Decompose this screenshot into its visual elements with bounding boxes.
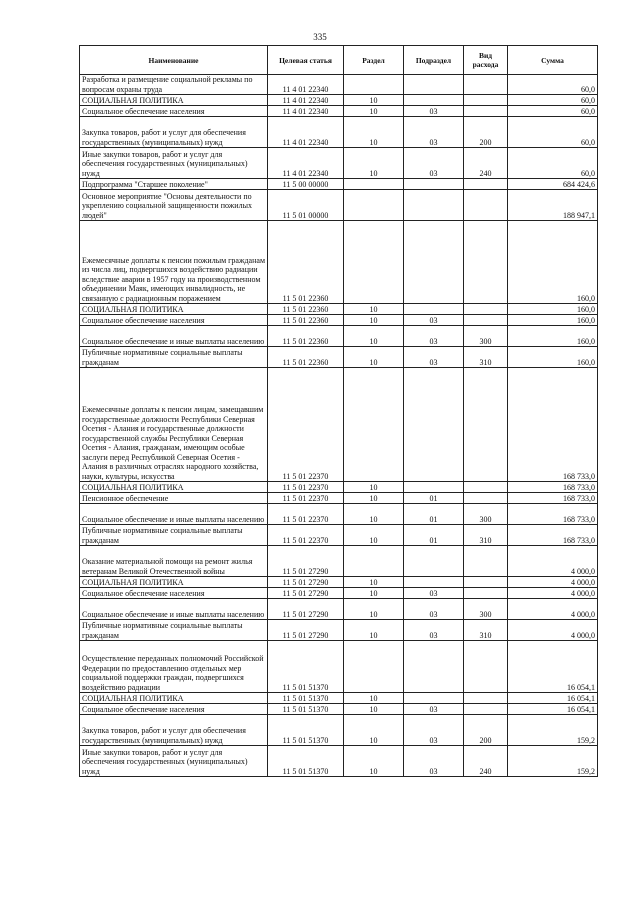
row-type — [464, 315, 508, 326]
table-row — [80, 75, 598, 95]
row-section: 10 — [344, 347, 404, 368]
row-type — [464, 482, 508, 493]
row-code: 11 5 01 51370 — [268, 693, 344, 704]
table-row — [80, 304, 598, 315]
row-subsection: 03 — [404, 620, 464, 641]
row-section: 10 — [344, 315, 404, 326]
row-code: 11 5 01 51370 — [268, 746, 344, 777]
row-sum: 159,2 — [508, 746, 598, 777]
row-type — [464, 588, 508, 599]
row-section: 10 — [344, 599, 404, 620]
row-type — [464, 106, 508, 117]
row-code: 11 5 01 27290 — [268, 620, 344, 641]
row-sum: 160,0 — [508, 315, 598, 326]
row-code: 11 5 01 22370 — [268, 493, 344, 504]
table-row — [80, 190, 598, 221]
row-type: 200 — [464, 715, 508, 746]
row-section: 10 — [344, 482, 404, 493]
table-row — [80, 599, 598, 620]
row-sum: 160,0 — [508, 221, 598, 304]
row-subsection — [404, 95, 464, 106]
table-row — [80, 148, 598, 179]
row-name: Иные закупки товаров, работ и услуг для обеспечения государственных (муниципальных) нужд — [80, 148, 268, 179]
row-type: 310 — [464, 525, 508, 546]
row-code: 11 4 01 22340 — [268, 75, 344, 95]
row-code: 11 5 01 27290 — [268, 577, 344, 588]
table-row — [80, 106, 598, 117]
row-name: Разработка и размещение социальной рекламы по вопросам охраны труда — [80, 75, 268, 95]
row-type — [464, 641, 508, 693]
row-section: 10 — [344, 525, 404, 546]
table-row — [80, 620, 598, 641]
row-subsection — [404, 221, 464, 304]
row-name: Социальное обеспечение населения — [80, 106, 268, 117]
row-sum: 168 733,0 — [508, 482, 598, 493]
row-section: 10 — [344, 504, 404, 525]
row-code: 11 5 01 22370 — [268, 504, 344, 525]
row-sum: 4 000,0 — [508, 599, 598, 620]
table-row — [80, 641, 598, 693]
row-subsection — [404, 482, 464, 493]
row-section — [344, 641, 404, 693]
row-section — [344, 368, 404, 482]
row-code: 11 5 01 51370 — [268, 715, 344, 746]
row-subsection: 01 — [404, 504, 464, 525]
row-sum: 684 424,6 — [508, 179, 598, 190]
row-type — [464, 493, 508, 504]
header-subsection: Подраздел — [404, 46, 464, 75]
row-name: СОЦИАЛЬНАЯ ПОЛИТИКА — [80, 693, 268, 704]
row-name: Пенсионное обеспечение — [80, 493, 268, 504]
row-subsection — [404, 75, 464, 95]
row-sum: 60,0 — [508, 95, 598, 106]
table-row — [80, 525, 598, 546]
row-name: СОЦИАЛЬНАЯ ПОЛИТИКА — [80, 95, 268, 106]
row-code: 11 5 01 27290 — [268, 599, 344, 620]
row-subsection — [404, 693, 464, 704]
row-code: 11 5 01 27290 — [268, 588, 344, 599]
row-type: 200 — [464, 117, 508, 148]
row-type — [464, 221, 508, 304]
row-code: 11 5 01 51370 — [268, 641, 344, 693]
table-row — [80, 704, 598, 715]
row-type — [464, 704, 508, 715]
row-section: 10 — [344, 304, 404, 315]
header-name: Наименование — [80, 46, 268, 75]
row-code: 11 4 01 22340 — [268, 106, 344, 117]
row-sum: 168 733,0 — [508, 525, 598, 546]
row-type — [464, 304, 508, 315]
row-name: Социальное обеспечение населения — [80, 704, 268, 715]
table-row — [80, 117, 598, 148]
row-sum: 188 947,1 — [508, 190, 598, 221]
row-name: Социальное обеспечение и иные выплаты населению — [80, 599, 268, 620]
row-name: Социальное обеспечение населения — [80, 588, 268, 599]
row-code: 11 5 01 22360 — [268, 221, 344, 304]
row-subsection: 01 — [404, 493, 464, 504]
row-sum: 160,0 — [508, 347, 598, 368]
table-row — [80, 482, 598, 493]
row-name: Основное мероприятие "Основы деятельности по укреплению социальной защищенности пожилых людей" — [80, 190, 268, 221]
row-sum: 4 000,0 — [508, 546, 598, 577]
row-sum: 4 000,0 — [508, 588, 598, 599]
row-subsection: 03 — [404, 347, 464, 368]
header-sum: Сумма — [508, 46, 598, 75]
row-section: 10 — [344, 148, 404, 179]
row-code: 11 5 01 27290 — [268, 546, 344, 577]
table-row — [80, 546, 598, 577]
row-code: 11 5 01 22370 — [268, 368, 344, 482]
row-type — [464, 368, 508, 482]
row-section — [344, 546, 404, 577]
header-row — [80, 46, 598, 75]
row-type — [464, 75, 508, 95]
row-subsection: 03 — [404, 117, 464, 148]
row-sum: 4 000,0 — [508, 577, 598, 588]
row-section: 10 — [344, 704, 404, 715]
row-subsection — [404, 546, 464, 577]
row-sum: 160,0 — [508, 304, 598, 315]
row-type — [464, 577, 508, 588]
row-section: 10 — [344, 326, 404, 347]
row-name: СОЦИАЛЬНАЯ ПОЛИТИКА — [80, 577, 268, 588]
row-section — [344, 190, 404, 221]
row-section: 10 — [344, 493, 404, 504]
table-row — [80, 746, 598, 777]
row-code: 11 4 01 22340 — [268, 117, 344, 148]
row-section: 10 — [344, 588, 404, 599]
row-sum: 160,0 — [508, 326, 598, 347]
row-type: 310 — [464, 347, 508, 368]
row-sum: 16 054,1 — [508, 641, 598, 693]
row-section: 10 — [344, 715, 404, 746]
row-code: 11 4 01 22340 — [268, 95, 344, 106]
row-section: 10 — [344, 746, 404, 777]
row-name: Социальное обеспечение населения — [80, 315, 268, 326]
row-sum: 60,0 — [508, 148, 598, 179]
row-type: 240 — [464, 148, 508, 179]
row-sum: 159,2 — [508, 715, 598, 746]
row-name: Осуществление переданных полномочий Российской Федерации по предоставлению отдельных мер социальной поддержки граждан, подвергшихся воздействию радиации — [80, 641, 268, 693]
row-sum: 16 054,1 — [508, 693, 598, 704]
row-code: 11 4 01 22340 — [268, 148, 344, 179]
table-row — [80, 693, 598, 704]
row-subsection: 03 — [404, 599, 464, 620]
row-subsection: 03 — [404, 106, 464, 117]
row-code: 11 5 01 22360 — [268, 304, 344, 315]
row-sum: 16 054,1 — [508, 704, 598, 715]
header-section: Раздел — [344, 46, 404, 75]
header-type: Вид расхода — [464, 46, 508, 75]
row-code: 11 5 01 22370 — [268, 482, 344, 493]
row-section: 10 — [344, 620, 404, 641]
row-type — [464, 693, 508, 704]
row-name: Публичные нормативные социальные выплаты гражданам — [80, 347, 268, 368]
row-section: 10 — [344, 117, 404, 148]
row-sum: 168 733,0 — [508, 504, 598, 525]
row-name: Ежемесячные доплаты к пенсии лицам, замещавшим государственные должности Республики Северная Осетия - Алания и государственные должности государственной службы Республики Северная Осетия - Алания, гражданам, имеющим особые заслуги перед Республикой Северная Осетия - Алания в различных отраслях народного хозяйства, науки, культуры, искусства — [80, 368, 268, 482]
row-type — [464, 179, 508, 190]
row-subsection: 03 — [404, 315, 464, 326]
page-number: 335 — [313, 32, 327, 42]
row-section — [344, 221, 404, 304]
row-code: 11 5 01 00000 — [268, 190, 344, 221]
row-section: 10 — [344, 106, 404, 117]
row-subsection — [404, 190, 464, 221]
row-name: Иные закупки товаров, работ и услуг для обеспечения государственных (муниципальных) нужд — [80, 746, 268, 777]
table-row — [80, 95, 598, 106]
row-subsection: 01 — [404, 525, 464, 546]
row-section: 10 — [344, 95, 404, 106]
row-type — [464, 546, 508, 577]
row-code: 11 5 00 00000 — [268, 179, 344, 190]
table-row — [80, 577, 598, 588]
row-sum: 60,0 — [508, 75, 598, 95]
row-subsection — [404, 577, 464, 588]
row-subsection — [404, 179, 464, 190]
row-type: 300 — [464, 326, 508, 347]
row-type — [464, 95, 508, 106]
row-name: Публичные нормативные социальные выплаты гражданам — [80, 620, 268, 641]
table-row — [80, 368, 598, 482]
row-code: 11 5 01 22360 — [268, 315, 344, 326]
table-row — [80, 221, 598, 304]
row-type: 310 — [464, 620, 508, 641]
row-type — [464, 190, 508, 221]
row-name: СОЦИАЛЬНАЯ ПОЛИТИКА — [80, 482, 268, 493]
row-sum: 168 733,0 — [508, 493, 598, 504]
table-row — [80, 179, 598, 190]
row-subsection: 03 — [404, 746, 464, 777]
row-name: СОЦИАЛЬНАЯ ПОЛИТИКА — [80, 304, 268, 315]
row-section: 10 — [344, 577, 404, 588]
row-name: Подпрограмма "Старшее поколение" — [80, 179, 268, 190]
row-sum: 60,0 — [508, 117, 598, 148]
table-row — [80, 588, 598, 599]
table-row — [80, 315, 598, 326]
row-code: 11 5 01 22360 — [268, 326, 344, 347]
row-code: 11 5 01 22370 — [268, 525, 344, 546]
table-row — [80, 504, 598, 525]
row-subsection — [404, 368, 464, 482]
row-subsection — [404, 641, 464, 693]
row-name: Социальное обеспечение и иные выплаты населению — [80, 504, 268, 525]
row-subsection: 03 — [404, 704, 464, 715]
row-sum: 60,0 — [508, 106, 598, 117]
row-sum: 4 000,0 — [508, 620, 598, 641]
row-subsection: 03 — [404, 326, 464, 347]
row-type: 300 — [464, 599, 508, 620]
row-subsection: 03 — [404, 148, 464, 179]
row-type: 240 — [464, 746, 508, 777]
row-section: 10 — [344, 693, 404, 704]
row-subsection — [404, 304, 464, 315]
row-code: 11 5 01 51370 — [268, 704, 344, 715]
row-name: Оказание материальной помощи на ремонт жилья ветеранам Великой Отечественной войны — [80, 546, 268, 577]
row-name: Закупка товаров, работ и услуг для обеспечения государственных (муниципальных) нужд — [80, 117, 268, 148]
table-row — [80, 326, 598, 347]
row-name: Социальное обеспечение и иные выплаты населению — [80, 326, 268, 347]
row-subsection: 03 — [404, 588, 464, 599]
row-type: 300 — [464, 504, 508, 525]
row-section — [344, 179, 404, 190]
row-section — [344, 75, 404, 95]
row-sum: 168 733,0 — [508, 368, 598, 482]
budget-table — [79, 45, 598, 777]
row-subsection: 03 — [404, 715, 464, 746]
row-name: Публичные нормативные социальные выплаты гражданам — [80, 525, 268, 546]
header-code: Целевая статья — [268, 46, 344, 75]
row-code: 11 5 01 22360 — [268, 347, 344, 368]
table-row — [80, 493, 598, 504]
row-name: Ежемесячные доплаты к пенсии пожилым гражданам из числа лиц, подвергшихся воздействию радиации вследствие аварии в 1957 году на производственном объединении Маяк, имеющих инвалидность, не связанную с радиационным поражением — [80, 221, 268, 304]
table-row — [80, 715, 598, 746]
row-name: Закупка товаров, работ и услуг для обеспечения государственных (муниципальных) нужд — [80, 715, 268, 746]
table-row — [80, 347, 598, 368]
